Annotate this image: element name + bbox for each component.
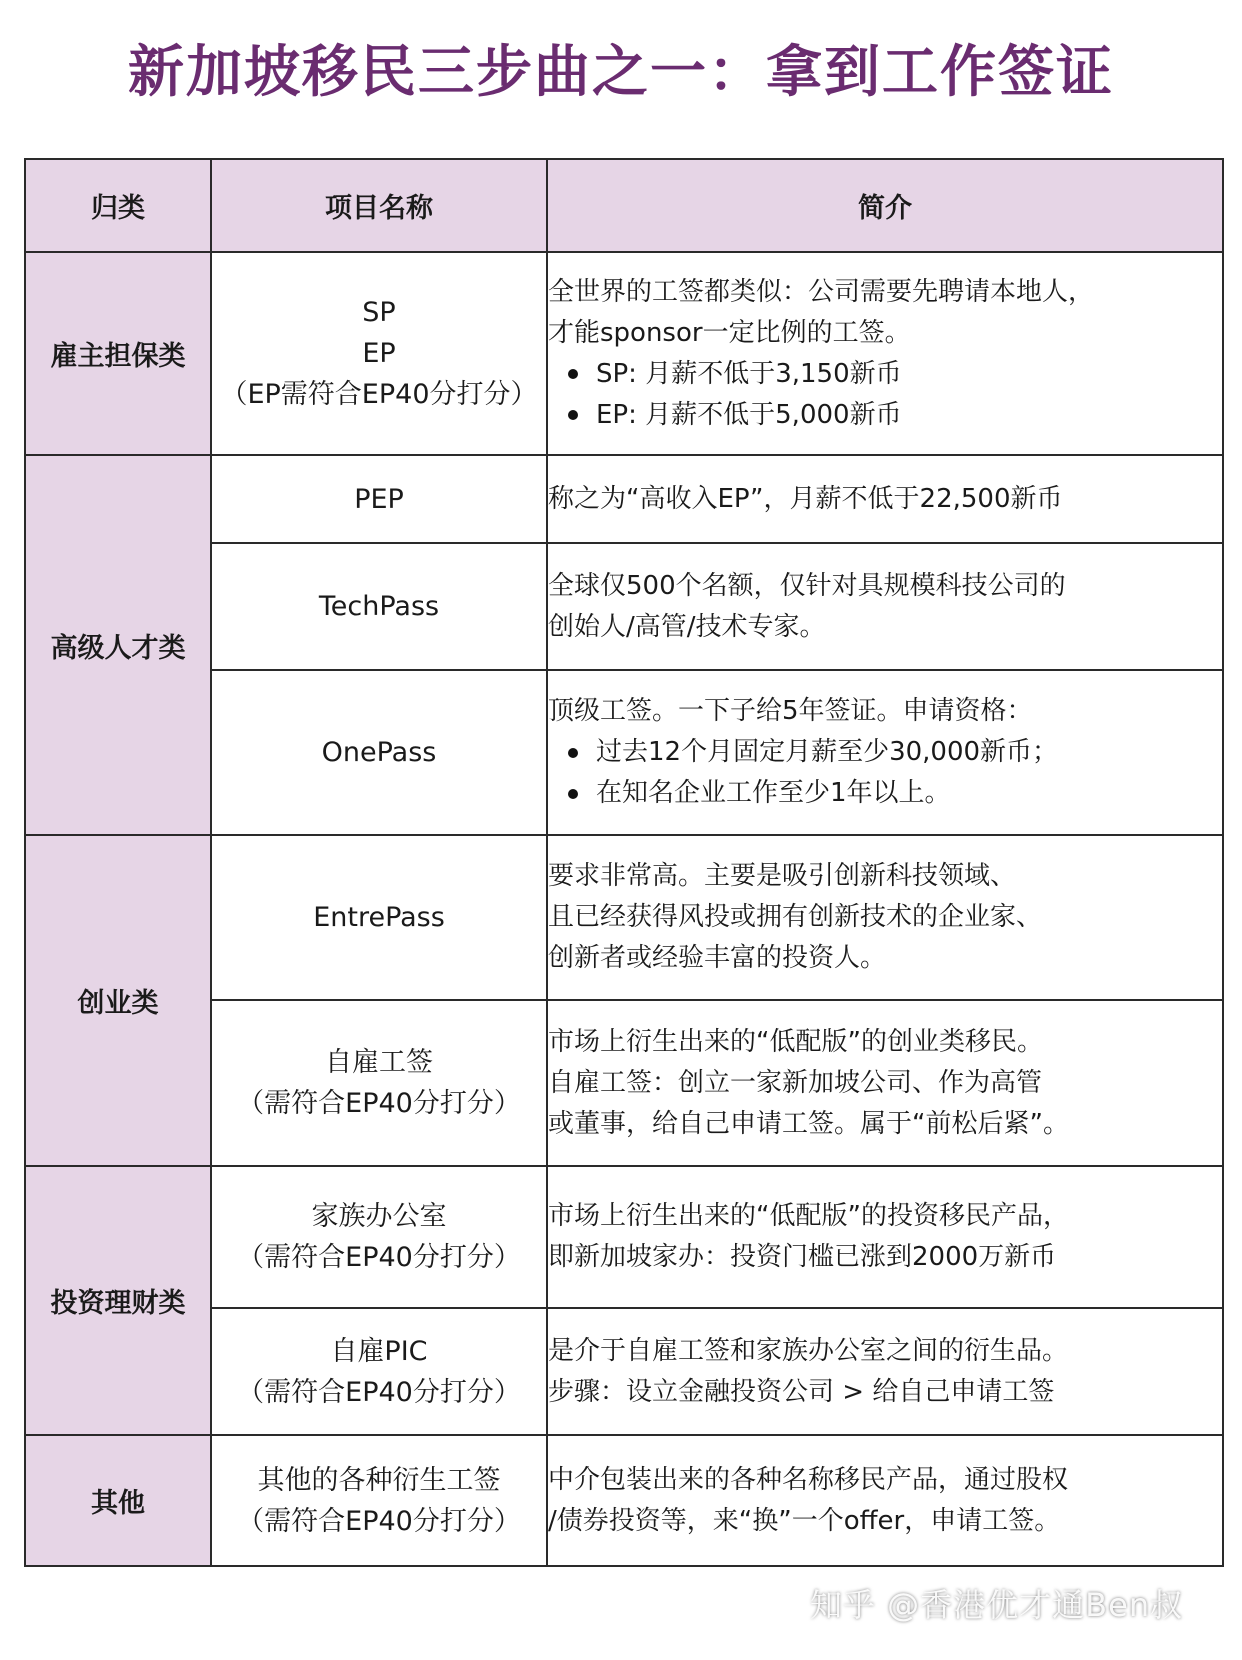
name-line: （需符合EP40分打分） [237,1088,521,1119]
name-line: （需符合EP40分打分） [237,1376,521,1408]
desc-line: 中介包装出来的各种名称移民产品，通过股权 [548,1464,1069,1495]
table-row [25,1166,1223,1308]
desc-line: 自雇工签：创立一家新加坡公司、作为高管 [548,1067,1043,1098]
project-name-pic [211,1308,547,1435]
desc-line: 全球仅500个名额，仅针对具规模科技公司的 [548,570,1066,601]
project-name-pep [211,455,547,543]
name-line: 其他的各种衍生工签 [257,1464,501,1496]
desc-line: 即新加坡家办：投资门槛已涨到2000万新币 [548,1242,1057,1272]
name-line: OnePass [321,737,437,768]
table-row [25,455,1223,543]
desc-entrepass [547,835,1223,1000]
desc-line: 且已经获得风投或拥有创新技术的企业家、 [548,902,1043,932]
name-line: 家族办公室 [311,1201,447,1232]
project-name-onepass [211,670,547,835]
table-row [25,252,1223,455]
desc-line: 创新者或经验丰富的投资人。 [548,943,887,973]
bullet-item: 过去12个月固定月薪至少30,000新币； [548,732,1222,773]
project-name-sp-ep [211,252,547,455]
header-desc: 简介 [547,159,1223,252]
bullet-item: EP: 月薪不低于5,000新币 [548,395,1222,436]
desc-line: 才能sponsor一定比例的工签。 [548,317,911,348]
desc-line: 或董事，给自己申请工签。属于“前松后紧”。 [548,1108,1069,1139]
name-line: （需符合EP40分打分） [237,1505,521,1537]
bullet-item: SP: 月薪不低于3,150新币 [548,354,1222,395]
table-row [25,1435,1223,1566]
name-line: TechPass [318,591,440,622]
name-line: （需符合EP40分打分） [237,1242,521,1273]
desc-line: 步骤：设立金融投资公司 > 给自己申请工签 [548,1376,1055,1407]
desc-line: 称之为“高收入EP”，月薪不低于22,500新币 [548,483,1063,514]
category-other: 其他 [25,1435,211,1566]
category-talent: 高级人才类 [25,455,211,835]
table-row [25,835,1223,1000]
name-line: EP [362,338,396,369]
name-line: 自雇工签 [325,1047,433,1078]
category-startup: 创业类 [25,835,211,1166]
page-title: 新加坡移民三步曲之一：拿到工作签证 [128,40,1114,105]
name-line: 自雇PIC [330,1335,428,1367]
project-name-entrepass [211,835,547,1000]
desc-pic [547,1308,1223,1435]
header-category: 归类 [25,159,211,252]
project-name-family-office [211,1166,547,1308]
desc-self-employed [547,1000,1223,1166]
name-line: （EP需符合EP40分打分） [220,379,538,410]
category-invest: 投资理财类 [25,1166,211,1435]
desc-line: 市场上衍生出来的“低配版”的投资移民产品， [548,1201,1069,1231]
desc-line: 顶级工签。一下子给5年签证。申请资格： [548,696,1033,726]
watermark: 知乎 @香港优才通Ben叔 [810,1586,1184,1624]
desc-sp-ep [547,252,1223,455]
category-employer: 雇主担保类 [25,252,211,455]
project-name-techpass [211,543,547,670]
desc-techpass [547,543,1223,670]
visa-table [24,158,1224,1567]
desc-onepass [547,670,1223,835]
name-line: SP [362,297,396,328]
desc-line: 市场上衍生出来的“低配版”的创业类移民。 [548,1026,1043,1057]
bullet-item: 在知名企业工作至少1年以上。 [548,773,1222,814]
desc-other [547,1435,1223,1566]
desc-line: 是介于自雇工签和家族办公室之间的衍生品。 [548,1335,1069,1366]
desc-family-office [547,1166,1223,1308]
desc-line: 要求非常高。主要是吸引创新科技领域、 [548,861,1017,891]
header-name: 项目名称 [211,159,547,252]
desc-pep [547,455,1223,543]
project-name-self-employed [211,1000,547,1166]
project-name-other [211,1435,547,1566]
table-header-row [25,159,1223,252]
desc-line: 创始人/高管/技术专家。 [548,611,826,642]
desc-line: /债券投资等，来“换”一个offer，申请工签。 [548,1505,1061,1536]
name-line: PEP [354,483,404,515]
desc-line: 全世界的工签都类似：公司需要先聘请本地人， [548,276,1095,307]
name-line: EntrePass [313,902,445,933]
